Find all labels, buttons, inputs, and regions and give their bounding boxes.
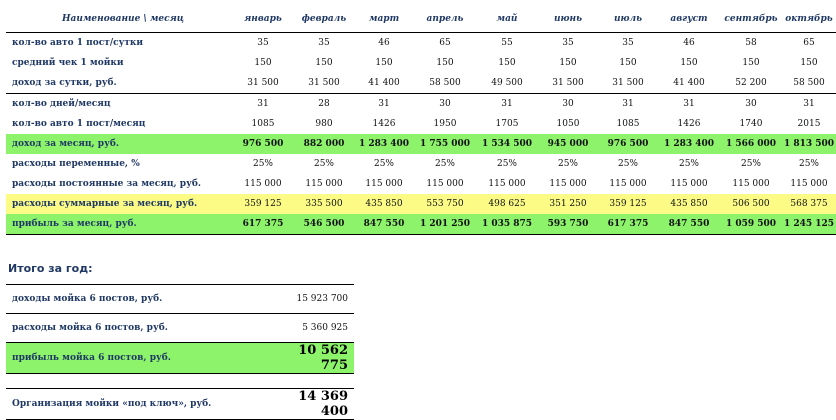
value-cell: 58 — [745, 38, 757, 48]
value-cell: 1 245 125 — [782, 214, 836, 235]
row-label: кол-во авто 1 пост/сутки — [12, 38, 144, 48]
value-cell: 35 — [257, 38, 269, 48]
value-cell: 31 500 — [612, 78, 644, 88]
value-cell: 31 — [782, 94, 836, 115]
value-cell: 25% — [434, 159, 455, 169]
value-cell: 115 000 — [790, 179, 828, 189]
value-cell: 1705 — [495, 119, 519, 129]
header-row — [6, 6, 836, 33]
value-cell: 568 375 — [782, 194, 836, 214]
value-cell: 31 — [658, 94, 720, 115]
value-cell: 150 — [436, 58, 454, 68]
value-cell: 150 — [375, 58, 393, 68]
profit-value: 10 562 775 — [268, 343, 354, 374]
value-cell: 58 500 — [793, 78, 825, 88]
value-cell: 52 200 — [735, 78, 767, 88]
value-cell: 31 500 — [552, 78, 584, 88]
month-header: февраль — [294, 6, 354, 33]
value-cell: 41 400 — [368, 78, 400, 88]
turnkey-value: 14 369 400 — [268, 389, 354, 420]
total-expenses-row — [6, 194, 836, 214]
row-label: расходы постоянные за месяц, руб. — [12, 179, 201, 189]
value-cell: 150 — [742, 58, 760, 68]
value-cell: 1 201 250 — [414, 214, 476, 235]
expense-label: расходы мойка 6 постов, руб. — [6, 314, 268, 343]
value-cell: 150 — [680, 58, 698, 68]
row-label: расходы переменные, % — [12, 159, 140, 169]
expense-value: 5 360 925 — [268, 314, 354, 343]
header-name-cell: Наименование \ месяц — [6, 6, 232, 33]
value-cell: 35 — [318, 38, 330, 48]
value-cell: 980 — [315, 119, 333, 129]
value-cell: 1 755 000 — [414, 134, 476, 154]
value-cell: 435 850 — [658, 194, 720, 214]
month-header: апрель — [414, 6, 476, 33]
value-cell: 115 000 — [244, 179, 282, 189]
value-cell: 1 566 000 — [720, 134, 782, 154]
value-cell: 35 — [562, 38, 574, 48]
income-month-row — [6, 134, 836, 154]
value-cell: 25% — [617, 159, 638, 169]
value-cell: 335 500 — [294, 194, 354, 214]
value-cell: 150 — [498, 58, 516, 68]
value-cell: 25% — [557, 159, 578, 169]
value-cell: 30 — [414, 94, 476, 115]
profit-month-row — [6, 214, 836, 235]
month-header: сентябрь — [720, 6, 782, 33]
value-cell: 46 — [683, 38, 695, 48]
month-header: июнь — [538, 6, 598, 33]
profit-label: прибыль мойка 6 постов, руб. — [6, 343, 268, 374]
spacer-row — [6, 374, 354, 389]
value-cell: 65 — [439, 38, 451, 48]
value-cell: 359 125 — [598, 194, 658, 214]
days-month-row — [6, 94, 836, 115]
fixed-expenses-row — [6, 174, 836, 194]
year-summary-title: Итого за год: — [8, 262, 93, 275]
cars-per-post-month-row — [6, 114, 836, 134]
expense-row — [6, 314, 354, 343]
value-cell: 351 250 — [538, 194, 598, 214]
value-cell: 31 — [232, 94, 294, 115]
value-cell: 65 — [803, 38, 815, 48]
value-cell: 498 625 — [476, 194, 538, 214]
value-cell: 30 — [538, 94, 598, 115]
value-cell: 2015 — [797, 119, 821, 129]
value-cell: 847 550 — [658, 214, 720, 235]
value-cell: 31 — [476, 94, 538, 115]
row-label: средний чек 1 мойки — [12, 58, 124, 68]
avg-check-row — [6, 53, 836, 73]
value-cell: 58 500 — [429, 78, 461, 88]
month-header: январь — [232, 6, 294, 33]
value-cell: 31 500 — [247, 78, 279, 88]
value-cell: 976 500 — [232, 134, 294, 154]
value-cell: 35 — [622, 38, 634, 48]
value-cell: 617 375 — [232, 214, 294, 235]
value-cell: 435 850 — [354, 194, 414, 214]
value-cell: 1085 — [616, 119, 640, 129]
value-cell: 1 283 400 — [354, 134, 414, 154]
value-cell: 1050 — [556, 119, 580, 129]
value-cell: 1 059 500 — [720, 214, 782, 235]
value-cell: 1 035 875 — [476, 214, 538, 235]
value-cell: 617 375 — [598, 214, 658, 235]
value-cell: 976 500 — [598, 134, 658, 154]
value-cell: 359 125 — [232, 194, 294, 214]
variable-expenses-row — [6, 154, 836, 174]
value-cell: 150 — [800, 58, 818, 68]
value-cell: 546 500 — [294, 214, 354, 235]
year-summary-table — [6, 284, 354, 420]
value-cell: 31 — [354, 94, 414, 115]
value-cell: 150 — [619, 58, 637, 68]
row-label: кол-во авто 1 пост/месяц — [12, 119, 146, 129]
row-label: расходы суммарные за месяц, руб. — [6, 194, 232, 214]
value-cell: 115 000 — [609, 179, 647, 189]
month-header: март — [354, 6, 414, 33]
income-row — [6, 285, 354, 314]
value-cell: 150 — [559, 58, 577, 68]
value-cell: 150 — [254, 58, 272, 68]
value-cell: 1 534 500 — [476, 134, 538, 154]
value-cell: 115 000 — [488, 179, 526, 189]
value-cell: 25% — [678, 159, 699, 169]
income-value: 15 923 700 — [268, 285, 354, 314]
value-cell: 49 500 — [491, 78, 523, 88]
value-cell: 115 000 — [426, 179, 464, 189]
value-cell: 945 000 — [538, 134, 598, 154]
row-label: прибыль за месяц, руб. — [6, 214, 232, 235]
value-cell: 593 750 — [538, 214, 598, 235]
month-header: июль — [598, 6, 658, 33]
value-cell: 115 000 — [549, 179, 587, 189]
value-cell: 41 400 — [673, 78, 705, 88]
month-header: август — [658, 6, 720, 33]
value-cell: 1 283 400 — [658, 134, 720, 154]
value-cell: 1426 — [677, 119, 701, 129]
value-cell: 25% — [252, 159, 273, 169]
value-cell: 506 500 — [720, 194, 782, 214]
value-cell: 30 — [720, 94, 782, 115]
value-cell: 25% — [740, 159, 761, 169]
month-header: май — [476, 6, 538, 33]
cars-per-post-day-row — [6, 33, 836, 54]
value-cell: 31 500 — [308, 78, 340, 88]
value-cell: 115 000 — [732, 179, 770, 189]
row-label: кол-во дней/месяц — [6, 94, 232, 115]
value-cell: 25% — [373, 159, 394, 169]
row-label: доход за месяц, руб. — [6, 134, 232, 154]
value-cell: 553 750 — [414, 194, 476, 214]
value-cell: 115 000 — [305, 179, 343, 189]
value-cell: 1950 — [433, 119, 457, 129]
value-cell: 115 000 — [670, 179, 708, 189]
profit-row — [6, 343, 354, 374]
income-day-row — [6, 73, 836, 94]
row-label: доход за сутки, руб. — [12, 78, 117, 88]
turnkey-label: Организация мойки «под ключ», руб. — [6, 389, 268, 420]
value-cell: 1426 — [372, 119, 396, 129]
value-cell: 55 — [501, 38, 513, 48]
value-cell: 1740 — [739, 119, 763, 129]
month-header: октябрь — [782, 6, 836, 33]
value-cell: 150 — [315, 58, 333, 68]
value-cell: 31 — [598, 94, 658, 115]
value-cell: 25% — [313, 159, 334, 169]
value-cell: 1085 — [251, 119, 275, 129]
value-cell: 25% — [798, 159, 819, 169]
monthly-table — [6, 6, 836, 235]
value-cell: 28 — [294, 94, 354, 115]
income-label: доходы мойка 6 постов, руб. — [6, 285, 268, 314]
value-cell: 25% — [496, 159, 517, 169]
value-cell: 1 813 500 — [782, 134, 836, 154]
value-cell: 46 — [378, 38, 390, 48]
value-cell: 115 000 — [365, 179, 403, 189]
value-cell: 882 000 — [294, 134, 354, 154]
turnkey-row — [6, 389, 354, 420]
value-cell: 847 550 — [354, 214, 414, 235]
